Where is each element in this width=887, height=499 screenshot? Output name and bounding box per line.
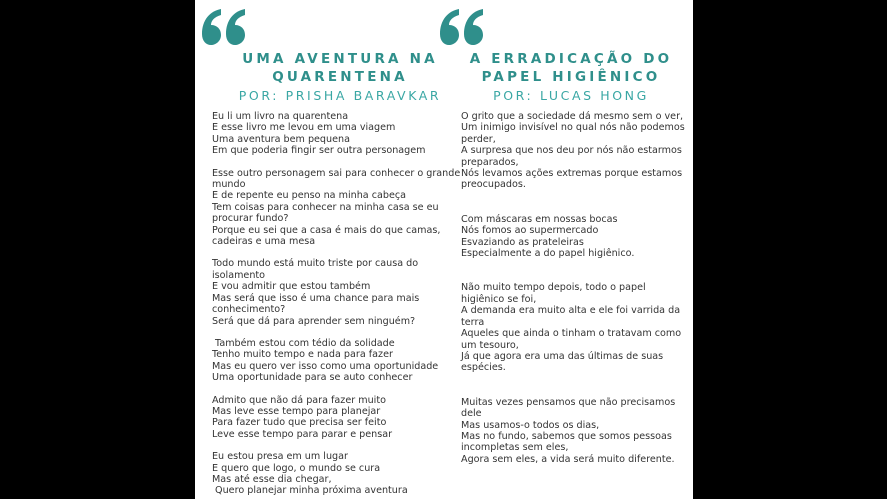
poem-line: Leve esse tempo para parar e pensar xyxy=(212,428,393,440)
poem-line: Mas usamos-o todos os dias, xyxy=(461,419,600,431)
poem-line: Mas leve esse tempo para planejar xyxy=(212,405,381,417)
poem-line: Mas será que isso é uma chance para mais xyxy=(212,292,420,304)
poem-line: Esse outro personagem sai para conhecer o grande xyxy=(212,167,461,179)
poem-line: preocupados. xyxy=(461,179,526,191)
poem-line: Também estou com tédio da solidade xyxy=(212,337,395,349)
poem-line: Todo mundo está muito triste por causa do xyxy=(212,258,419,270)
poem-line: E quero que logo, o mundo se cura xyxy=(212,462,381,474)
poem-line: Eu estou presa em um lugar xyxy=(212,451,348,463)
poem-line: dele xyxy=(461,408,482,420)
poem-line: Tem coisas para conhecer na minha casa se eu xyxy=(212,201,439,213)
title-line: UMA AVENTURA NA xyxy=(242,51,438,67)
author-left: POR: PRISHA BARAVKAR xyxy=(238,88,442,103)
poem-line: Já que agora era uma das últimas de suas xyxy=(461,350,664,362)
stanza-gap xyxy=(212,327,452,338)
poem-line: Nós levamos ações extremas porque estamos xyxy=(461,168,683,180)
poem-line: cadeiras e uma mesa xyxy=(212,236,316,248)
poem-line: Não muito tempo depois, todo o papel xyxy=(461,282,646,294)
poem-line: O grito que a sociedade dá mesmo sem o ver, xyxy=(461,111,684,122)
poem-line: Uma aventura bem pequena xyxy=(212,133,350,145)
poem-body-right xyxy=(461,111,691,465)
title-line: QUARENTENA xyxy=(272,69,408,85)
title-line: A ERRADICAÇÃO DO xyxy=(469,51,673,67)
poem-line: conhecimento? xyxy=(212,304,286,316)
stanza-gap xyxy=(212,440,452,451)
poem-line: Um inimigo invisível no qual nós não podemos xyxy=(461,122,685,134)
poem-line: Aqueles que ainda o tinham o tratavam como xyxy=(461,328,682,340)
poem-line: preparados, xyxy=(461,156,519,168)
poem-line: E de repente eu penso na minha cabeça xyxy=(212,190,407,202)
poem-line: Com máscaras em nossas bocas xyxy=(461,213,618,225)
poem-line: Mas até esse dia chegar, xyxy=(212,473,332,485)
poem-line: Mas no fundo, sabemos que somos pessoas xyxy=(461,430,672,442)
poem-line: incompletas sem eles, xyxy=(461,442,569,454)
poem-line: Quero planejar minha próxima aventura xyxy=(212,485,408,497)
poem-title-right xyxy=(451,50,691,86)
poem-line: um tesouro, xyxy=(461,339,519,351)
poem-line: Esvaziando as prateleiras xyxy=(461,236,584,248)
poem-line: Porque eu sei que a casa é mais do que camas, xyxy=(212,224,441,236)
poem-title-left xyxy=(215,50,465,86)
poem-line: Nós fomos ao supermercado xyxy=(461,225,599,237)
poem-line: Muitas vezes pensamos que não precisamos xyxy=(461,396,676,408)
poem-line: Em que poderia fingir ser outra personagem xyxy=(212,145,426,157)
poem-page xyxy=(195,0,693,499)
poem-line: A surpresa que nos deu por nós não estarmos xyxy=(461,145,682,157)
poem-line: Será que dá para aprender sem ninguém? xyxy=(212,315,416,327)
poem-line: Mas eu quero ver isso como uma oportunidade xyxy=(212,360,439,372)
poem-line: Especialmente a do papel higiênico. xyxy=(461,248,635,260)
quote-mark-icon xyxy=(438,6,486,46)
poem-line: mundo xyxy=(212,179,246,191)
poem-line: Agora sem eles, a vida será muito diferente. xyxy=(461,453,675,465)
poem-line: E esse livro me levou em uma viagem xyxy=(212,122,396,134)
stanza-gap xyxy=(461,191,691,214)
stanza-gap xyxy=(212,247,452,258)
poem-body-left xyxy=(212,111,461,497)
stanza-gap xyxy=(212,157,452,168)
poem-line: Admito que não dá para fazer muito xyxy=(212,394,386,406)
poem-line: procurar fundo? xyxy=(212,213,289,225)
poem-line: Eu li um livro na quarentena xyxy=(212,111,349,122)
quote-mark-icon xyxy=(200,6,248,46)
title-line: PAPEL HIGIÊNICO xyxy=(481,69,661,85)
poem-line: E vou admitir que estou também xyxy=(212,281,371,293)
stanza-gap xyxy=(461,374,691,397)
poem-line: perder, xyxy=(461,133,496,145)
stanza-gap xyxy=(461,259,691,282)
poem-line: terra xyxy=(461,316,485,328)
poem-line: espécies. xyxy=(461,362,506,374)
stanza-gap xyxy=(212,384,452,395)
poem-line: Para fazer tudo que precisa ser feito xyxy=(212,417,387,429)
poem-line: higiênico se foi, xyxy=(461,293,537,305)
poem-line: A demanda era muito alta e ele foi varrida da xyxy=(461,305,681,317)
poem-line: Uma oportunidade para se auto conhecer xyxy=(212,372,413,384)
author-right: POR: LUCAS HONG xyxy=(493,88,649,103)
poem-line: isolamento xyxy=(212,269,266,281)
poem-line: Tenho muito tempo e nada para fazer xyxy=(212,349,393,361)
